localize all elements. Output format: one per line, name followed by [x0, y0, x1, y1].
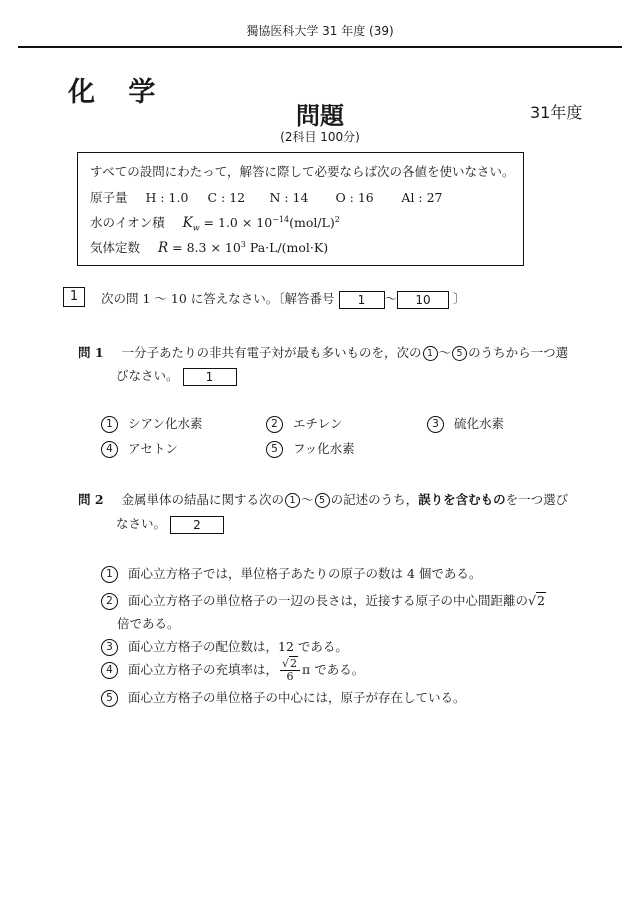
choice-marker: 5	[315, 493, 330, 508]
option	[266, 439, 355, 458]
statement	[101, 637, 348, 656]
option-text: シアン化水素	[128, 416, 203, 431]
atomic-label: 原子量	[90, 190, 128, 205]
choice-marker: 1	[285, 493, 300, 508]
option-number: 2	[266, 416, 283, 433]
answer-number-box-to: 10	[397, 291, 449, 309]
option-text: エチレン	[293, 416, 343, 431]
problem-1-line-2	[116, 366, 237, 386]
statement-number: 2	[101, 593, 118, 610]
problem-2-emphasis: 誤りを含むもの	[418, 492, 506, 507]
problem-2-line-2	[116, 514, 224, 534]
problem-1-text: 一分子あたりの非共有電子対が最も多いものを，次の	[121, 345, 422, 360]
subject-title: 化 学	[68, 77, 168, 108]
option-number: 4	[101, 441, 118, 458]
packing-fraction: $\frac{√2}{6}$	[280, 658, 300, 683]
option-text: フッ化水素	[293, 441, 355, 456]
statement-number: 3	[101, 639, 118, 656]
statement	[101, 591, 546, 610]
gas-unit: Pa·L/(mol·K)	[249, 240, 329, 255]
option	[101, 439, 178, 458]
choice-marker: 1	[423, 346, 438, 361]
range-tilde: ～	[438, 345, 452, 360]
option-number: 5	[266, 441, 283, 458]
constants-box	[77, 152, 524, 266]
kw-line: 水のイオン積 $K_w = 1.0 \times 10^{-14}(mol/L)^2$	[90, 214, 340, 233]
kw-unit: (mol/L)	[289, 215, 335, 230]
option	[101, 414, 203, 433]
range-tilde: ～	[301, 492, 314, 507]
kw-exponent: −14	[272, 214, 290, 224]
statement	[101, 658, 364, 683]
closing-bracket: 〕	[453, 291, 466, 306]
question-instructions	[101, 289, 466, 309]
kw-value: = 1.0 × 10	[203, 215, 273, 230]
statement-text: 面心立方格子の配位数は，12 である。	[128, 639, 348, 654]
statement-number: 5	[101, 690, 118, 707]
statement	[101, 564, 481, 583]
gas-constant-line: 気体定数 $R = 8.3 \times 10^3$ Pa·L/(mol·K)	[90, 239, 329, 256]
page-header: 獨協医科大学 31 年度 (39)	[246, 24, 394, 38]
exam-year: 31年度	[530, 103, 583, 122]
problem-2-text: 金属単体の結晶に関する次の	[121, 492, 285, 507]
exam-kind-title: 問題	[296, 102, 344, 130]
kw-label: 水のイオン積	[90, 215, 165, 230]
problem-2-text: を一つ選び	[505, 492, 569, 507]
problem-1-line-1	[78, 343, 568, 361]
option-number: 3	[427, 416, 444, 433]
atomic-weight: Al : 27	[401, 190, 443, 205]
range-tilde: ～	[384, 291, 398, 306]
problem-1-text: のうちから一つ選	[468, 345, 569, 360]
statement	[101, 688, 466, 707]
problem-2-line-1	[78, 490, 568, 508]
atomic-weight: H : 1.0	[145, 190, 189, 205]
statement-text: 面心立方格子の単位格子の中心には，原子が存在している。	[128, 690, 466, 705]
answer-number-box-from: 1	[339, 291, 385, 309]
question-number-box: 1	[63, 287, 85, 307]
kw-unit-exponent: 2	[334, 214, 340, 224]
atomic-weight: O : 16	[335, 190, 374, 205]
atomic-weights-line	[90, 188, 443, 206]
statement-text: 面心立方格子の充填率は，	[128, 662, 279, 677]
statement-continuation: 倍である。	[117, 616, 180, 631]
option	[266, 414, 342, 433]
instructions-text: 次の問 1 ～ 10 に答えなさい。〔解答番号	[101, 291, 335, 306]
gas-exponent: 3	[240, 239, 246, 249]
atomic-weight: C : 12	[207, 190, 246, 205]
gas-label: 気体定数	[90, 240, 141, 255]
problem-1-label: 問 1	[78, 345, 104, 360]
option-text: 硫化水素	[454, 416, 505, 431]
statement-text-tail: π である。	[302, 662, 365, 677]
statement-number: 1	[101, 566, 118, 583]
option-text: アセトン	[128, 441, 178, 456]
gas-value: = 8.3 × 10	[172, 240, 241, 255]
answer-box: 1	[183, 368, 237, 386]
option-number: 1	[101, 416, 118, 433]
exam-subtitle: (2科目 100分)	[280, 130, 360, 144]
problem-2-label: 問 2	[78, 492, 104, 507]
problem-2-text: なさい。	[116, 516, 167, 531]
problem-2-text: の記述のうち，	[330, 492, 419, 507]
sqrt-symbol: √2	[528, 593, 545, 608]
statement-text: 面心立方格子の単位格子の一辺の長さは，近接する原子の中心間距離の	[128, 593, 529, 608]
choice-marker: 5	[452, 346, 467, 361]
constants-intro: すべての設問にわたって，解答に際して必要ならば次の各値を使いなさい。	[90, 164, 515, 179]
option	[427, 414, 504, 433]
statement-number: 4	[101, 662, 118, 679]
header-rule	[18, 46, 622, 48]
statement-text: 面心立方格子では，単位格子あたりの原子の数は 4 個である。	[128, 566, 482, 581]
atomic-weight: N : 14	[269, 190, 309, 205]
problem-1-text: びなさい。	[116, 368, 179, 383]
answer-box: 2	[170, 516, 224, 534]
